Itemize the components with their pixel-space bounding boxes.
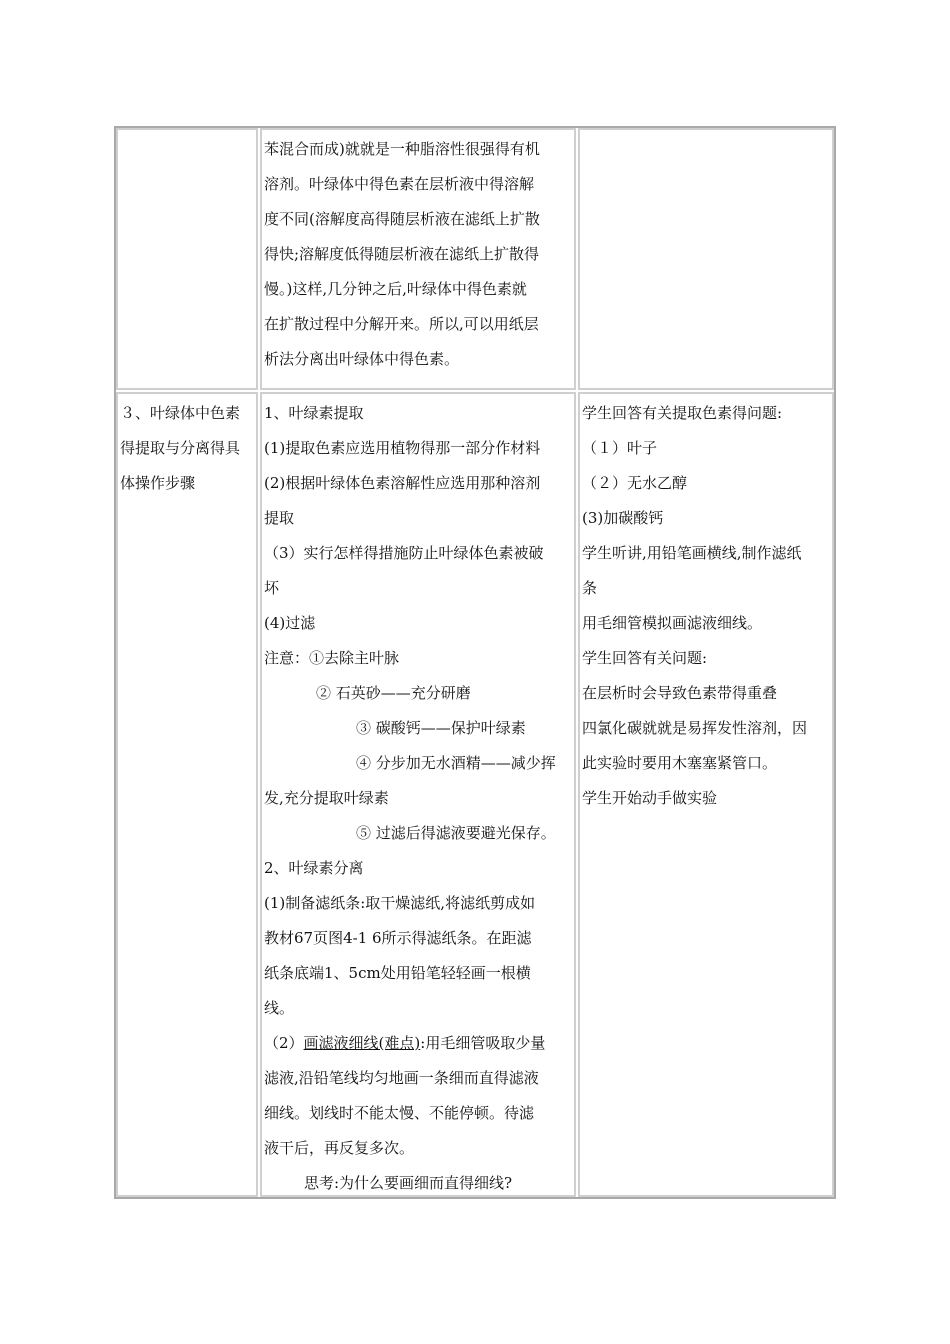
text-line: 条 [582, 579, 598, 597]
row2-col2-cell [260, 392, 576, 1197]
text-line: 析法分离出叶绿体中得色素。 [264, 350, 460, 368]
text-line: 坏 [264, 579, 280, 597]
table-row [116, 128, 834, 390]
text-line: 学生开始动手做实验 [582, 789, 718, 807]
text-line: ④ 分步加无水酒精——减少挥 [356, 754, 556, 772]
row1-col2-cell [260, 128, 576, 390]
text-line: （１）叶子 [582, 439, 658, 457]
text-prefix: （2） [264, 1034, 304, 1052]
text-line: (3)加碳酸钙 [582, 509, 664, 527]
text-line: ② 石英砂——充分研磨 [316, 684, 471, 702]
row1-col3-cell [578, 128, 834, 390]
topic-line: ３、叶绿体中色素 [120, 404, 241, 422]
text-line: 教材67页图4-1 6所示得滤纸条。在距滤 [264, 929, 532, 947]
text-line: 得快;溶解度低得随层析液在滤纸上扩散得 [264, 245, 540, 263]
topic-line: 得提取与分离得具 [120, 439, 241, 457]
text-line: 溶剂。叶绿体中得色素在层析液中得溶解 [264, 175, 535, 193]
text-line: 注意：①去除主叶脉 [264, 649, 400, 667]
document-table [114, 126, 836, 1199]
topic-line: 体操作步骤 [120, 474, 196, 492]
row2-col1-cell [116, 392, 258, 1197]
text-line: (1)制备滤纸条:取干燥滤纸,将滤纸剪成如 [264, 894, 536, 912]
text-line: 提取 [264, 509, 295, 527]
text-line: 苯混合而成)就就是一种脂溶性很强得有机 [264, 140, 540, 158]
text-line: (4)过滤 [264, 614, 316, 632]
text-line: 滤液,沿铅笔线均匀地画一条细而直得滤液 [264, 1069, 539, 1087]
table-row [116, 392, 834, 1197]
text-line: 纸条底端1、5cm处用铅笔轻轻画一根横 [264, 964, 531, 982]
text-line: 在层析时会导致色素带得重叠 [582, 684, 778, 702]
text-line: 用毛细管模拟画滤液细线。 [582, 614, 763, 632]
text-line: 2、叶绿素分离 [264, 859, 364, 877]
text-line: 学生回答有关问题: [582, 649, 708, 667]
text-line: 在扩散过程中分解开来。所以,可以用纸层 [264, 315, 539, 333]
text-line: 发,充分提取叶绿素 [264, 789, 389, 807]
text-line: (1)提取色素应选用植物得那一部分作材料 [264, 439, 541, 457]
text-line: 慢。)这样,几分钟之后,叶绿体中得色素就 [264, 280, 527, 298]
text-line: 线。 [264, 999, 295, 1017]
text-line: 液干后，再反复多次。 [264, 1139, 415, 1157]
text-line: 思考:为什么要画细而直得细线? [304, 1174, 513, 1192]
row2-col3-cell [578, 392, 834, 1197]
text-line: 四氯化碳就就是易挥发性溶剂，因 [582, 719, 808, 737]
text-line: 细线。划线时不能太慢、不能停顿。待滤 [264, 1104, 535, 1122]
underlined-key-point: 画滤液细线(难点) [303, 1034, 421, 1052]
text-line: 度不同(溶解度高得随层析液在滤纸上扩散 [264, 210, 540, 228]
text-line: 1、叶绿素提取 [264, 404, 364, 422]
text-line: ⑤ 过滤后得滤液要避光保存。 [356, 824, 556, 842]
text-line [264, 1026, 574, 1061]
text-line: （２）无水乙醇 [582, 474, 688, 492]
text-line: (2)根据叶绿体色素溶解性应选用那种溶剂 [264, 474, 541, 492]
text-line: 学生回答有关提取色素得问题: [582, 404, 783, 422]
text-suffix: :用毛细管吸取少量 [420, 1034, 546, 1052]
text-line: 学生听讲,用铅笔画横线,制作滤纸 [582, 544, 802, 562]
text-line: （3）实行怎样得措施防止叶绿体色素被破 [264, 544, 544, 562]
text-line: ③ 碳酸钙——保护叶绿素 [356, 719, 526, 737]
row1-col1-cell [116, 128, 258, 390]
text-line: 此实验时要用木塞塞紧管口。 [582, 754, 778, 772]
